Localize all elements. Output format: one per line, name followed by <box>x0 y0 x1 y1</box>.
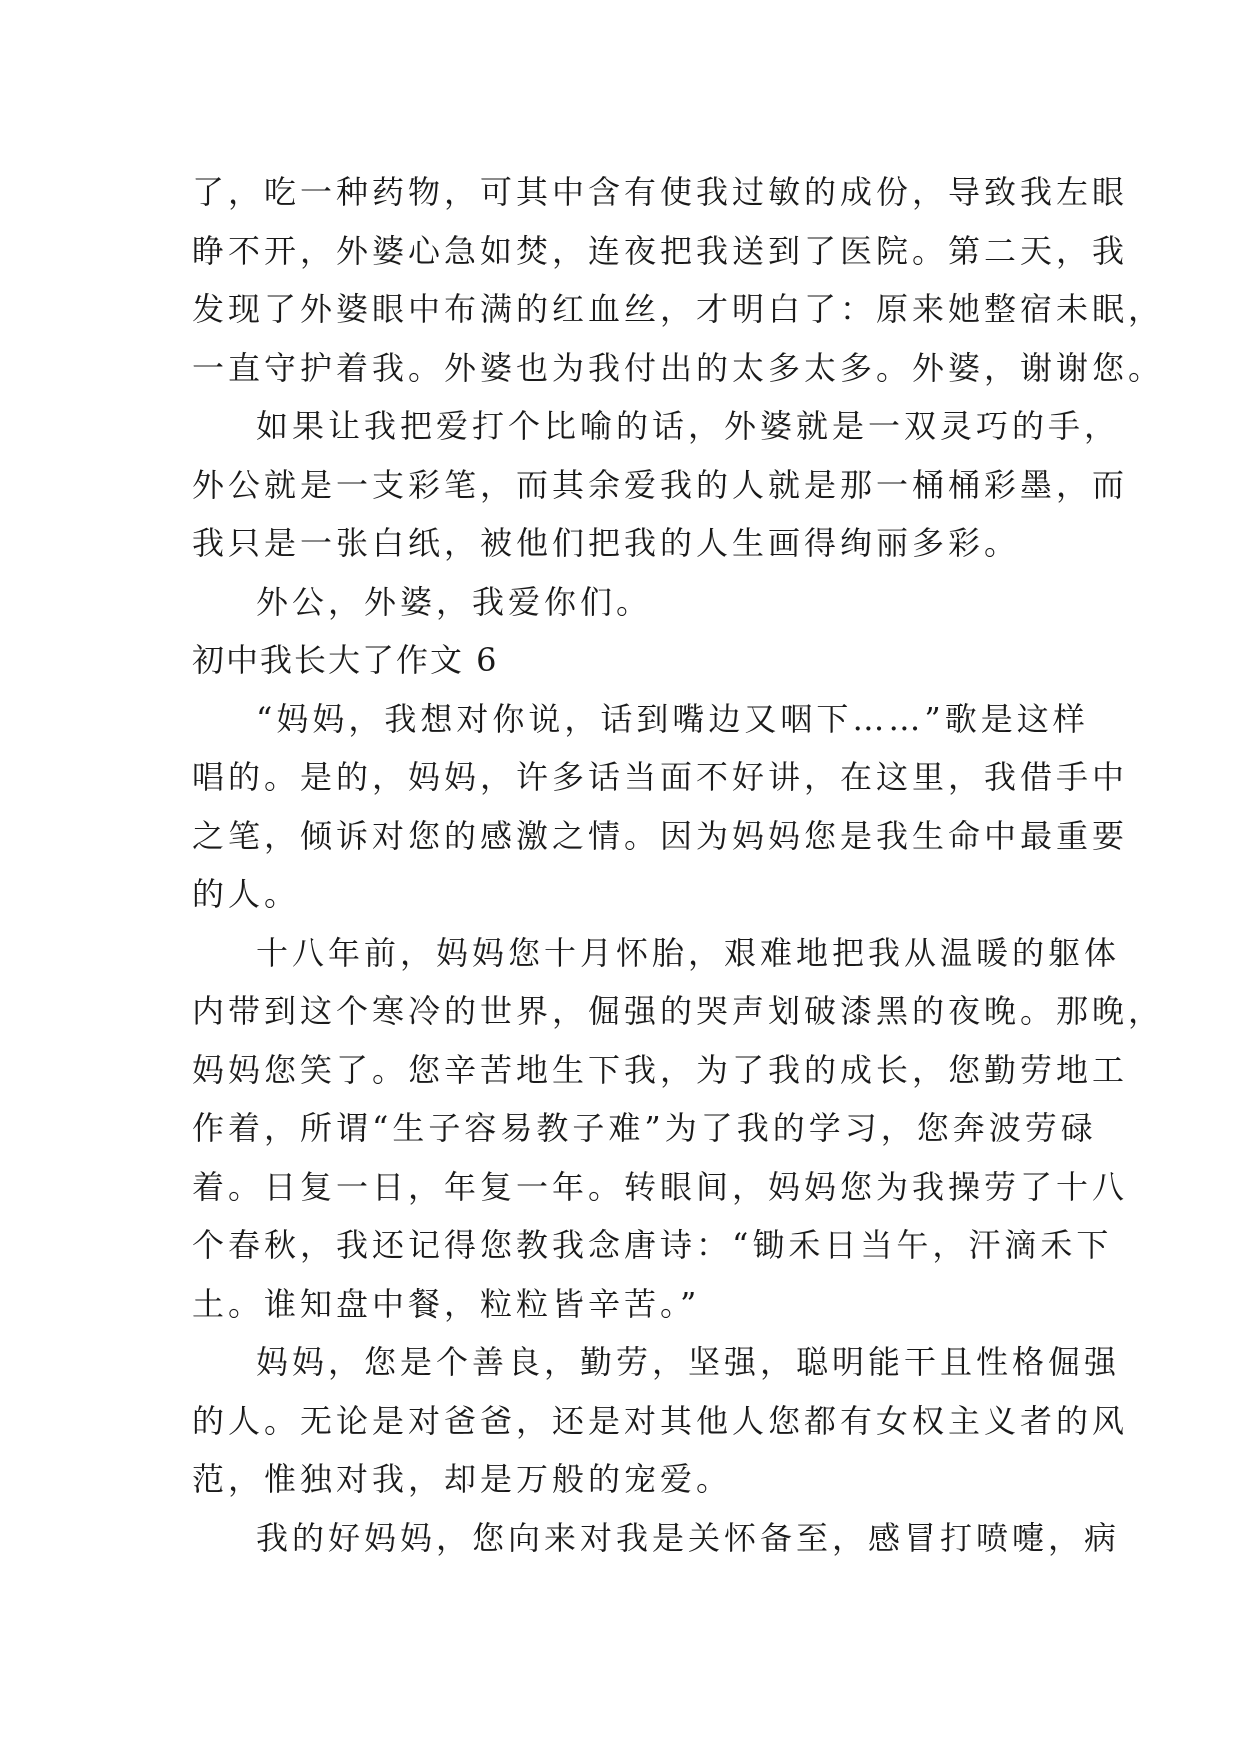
text-line: 外公就是一支彩笔，而其余爱我的人就是那一桶桶彩墨，而 <box>192 465 1129 504</box>
text-line: 一直守护着我。外婆也为我付出的太多太多。外婆，谢谢您。 <box>192 348 1165 387</box>
text-line: 土。谁知盘中餐，粒粒皆辛苦。” <box>192 1284 701 1323</box>
text-line: 作着，所谓“生子容易教子难”为了我的学习，您奔波劳碌 <box>192 1109 1097 1147</box>
text-line: 着。日复一日，年复一年。转眼间，妈妈您为我操劳了十八 <box>192 1167 1129 1206</box>
text-line: 我只是一张白纸，被他们把我的人生画得绚丽多彩。 <box>192 524 1021 562</box>
text-line: 唱的。是的，妈妈，许多话当面不好讲，在这里，我借手中 <box>192 758 1129 796</box>
text-line: 妈妈您笑了。您辛苦地生下我，为了我的成长，您勤劳地工 <box>192 1050 1129 1089</box>
text-line: 妈妈，您是个善良，勤劳，坚强，聪明能干且性格倔强 <box>256 1343 1121 1381</box>
text-line: 十八年前，妈妈您十月怀胎，艰难地把我从温暖的躯体 <box>256 933 1121 972</box>
text-line: 范，惟独对我，却是万般的宠爱。 <box>192 1460 733 1498</box>
text-line: 个春秋，我还记得您教我念唐诗：“锄禾日当午，汗滴禾下 <box>192 1226 1113 1264</box>
text-line: 发现了外婆眼中布满的红血丝，才明白了：原来她整宿未眠， <box>192 290 1165 328</box>
text-line: 睁不开，外婆心急如焚，连夜把我送到了医院。第二天，我 <box>192 231 1129 270</box>
text-line: “妈妈，我想对你说，话到嘴边又咽下……”歌是这样 <box>256 699 1089 738</box>
text-line: 的人。无论是对爸爸，还是对其他人您都有女权主义者的风 <box>192 1401 1129 1440</box>
text-line: 外公，外婆，我爱你们。 <box>256 582 653 621</box>
text-line: 了，吃一种药物，可其中含有使我过敏的成份，导致我左眼 <box>192 173 1129 211</box>
text-line: 如果让我把爱打个比喻的话，外婆就是一双灵巧的手， <box>256 407 1121 445</box>
text-line: 内带到这个寒冷的世界，倔强的哭声划破漆黑的夜晚。那晚， <box>192 992 1165 1030</box>
text-line: 的人。 <box>192 875 301 913</box>
text-line: 之笔，倾诉对您的感激之情。因为妈妈您是我生命中最重要 <box>192 816 1129 855</box>
essay-text <box>192 163 1165 1567</box>
text-line: 我的好妈妈，您向来对我是关怀备至，感冒打喷嚏，病 <box>256 1518 1121 1557</box>
section-heading: 初中我长大了作文 6 <box>192 641 499 679</box>
